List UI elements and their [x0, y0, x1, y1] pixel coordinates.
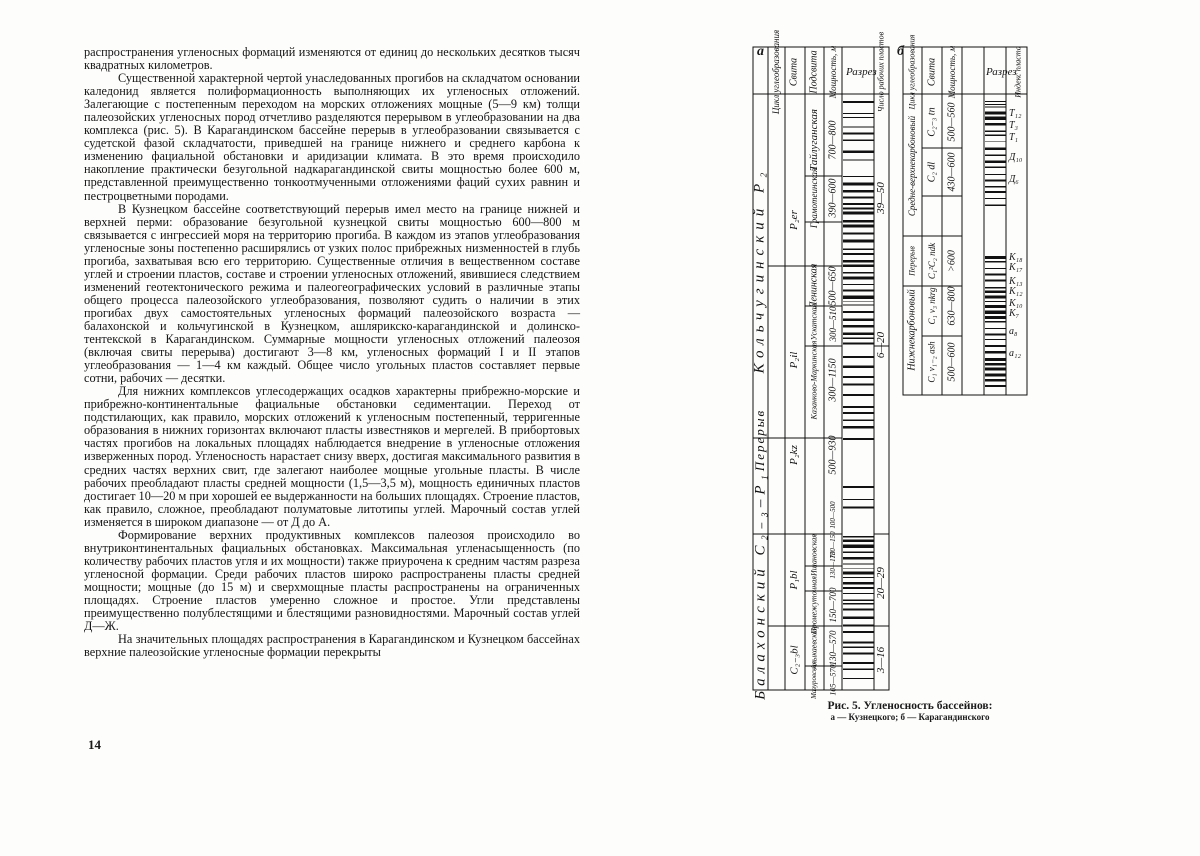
a-subsuite-uskatskaya: Ускатская: [809, 303, 819, 341]
paragraph-1: распространения угленосных формаций изменяются от единиц до нескольких десятков тысяч квадратных километров.: [84, 45, 580, 73]
coal-seam-mark: [985, 290, 1006, 293]
coal-seam-mark: [985, 339, 1006, 340]
a-subsuite-ishanovskaya: Ишановская: [809, 534, 819, 576]
coal-seam-mark: [843, 599, 874, 601]
a-cycle-balakhonka: Балахонский C₂₋₃–P₁: [752, 470, 769, 700]
coal-seam-mark: [843, 319, 874, 322]
paragraph-2: Существенной характерной чертой унаследованных прогибов на складчатом основании каледонид является полиформационность выполняющих их угленосных отложений. Залегающие с постепенным переходом на морских отложениях мощные (5—9 км) толщи палеозойских угленосных пород отчетливо разделяются перерывом в углеобразовании на два комплекса (рис. 5). В Карагандинском бассейне перерыв в углеобразовании связывается с судетской фазой складчатости, приведшей на границе нижнего и среднего карбона к изменению фациальной обстановки и аридизации климата. В это время происходило накопление практически безугольной надкарагандинской свиты мощностью более 600 м, представленной преимущественно тонкоотмученными отложениями фаций сухих равнин и пестроцветными породами.: [84, 71, 580, 203]
coal-seam-mark: [843, 609, 874, 611]
b-thickness-3: >600: [946, 250, 958, 272]
coal-seam-mark: [843, 419, 874, 421]
coal-seam-mark: [843, 625, 874, 627]
coal-seam-mark: [985, 256, 1006, 259]
a-header-series: Свита: [788, 57, 800, 87]
coal-seam-mark: [843, 139, 874, 141]
coal-seam-mark: [843, 545, 874, 548]
a-thickness-7: 100—500: [829, 501, 837, 529]
a-count-1: 39—50: [875, 182, 887, 214]
coal-seam-mark: [985, 186, 1006, 188]
coal-seam-mark: [985, 280, 1006, 282]
coal-seam-mark: [985, 161, 1006, 163]
a-subsuite-leninskaya: Ленинская: [808, 263, 820, 309]
coal-seam-mark: [985, 112, 1006, 115]
coal-seam-mark: [985, 135, 1006, 137]
coal-seam-mark: [843, 412, 874, 414]
coal-seam-mark: [843, 190, 874, 192]
coal-seam-mark: [843, 365, 874, 367]
panel-a-label: а: [757, 44, 764, 59]
paragraph-6: На значительных площадях распространения в Карагандинском и Кузнецком бассейнах верхние палеозойские угленосные формации перекрыты: [84, 632, 580, 660]
a-suite-kz: P₂kz: [788, 445, 800, 465]
paragraph-4: Для нижних комплексов углесодержащих осадков характерны прибрежно-морские и прибрежно-континентальные фациальные обстановки седиментации. Переход от подстилающих, как правило, морских отложений к угленосным постепенный, терригенные образования в нижних горизонтах включают пласты известняков и мергелей. В прибортовых частях прогибов на локальных площадях наблюдается внедрение в угленосные отложения изверженных пород. Угленосность нарастает снизу вверх, достигая максимального развития в средних частях верхних свит, где залегают наиболее мощные угольные пласты. В числе рабочих преобладают пласты средней мощности (1,5—3,5 м), мощность единичных пластов достигает 10—20 м при хорошей ее выдержанности на больших площадях. Строение пластов, как правило, сложное, преобладают полуматовые литотипы углей. Марочный состав углей изменяется в широком диапазоне — от Д до А.: [84, 384, 580, 529]
a-thickness-6: 500—930: [827, 435, 839, 475]
coal-seam-mark: [985, 104, 1006, 105]
b-header-cycle: Цикл углеобразования: [907, 34, 917, 110]
coal-seam-mark: [985, 379, 1006, 381]
coal-seam-mark: [843, 301, 874, 302]
coal-seam-mark: [985, 358, 1006, 361]
coal-seam-mark: [843, 642, 874, 644]
b-suite-dl: C₂ dl: [926, 161, 938, 183]
coal-seam-mark: [843, 499, 874, 500]
a-cycle-kolchugino: Кольчугинский P₂: [751, 166, 768, 374]
b-header-thickness: Мощность, м: [947, 45, 957, 99]
coal-seam-mark: [985, 321, 1006, 322]
panel-b-grid: [902, 46, 1030, 398]
coal-seam-mark: [843, 277, 874, 280]
coal-seam-mark: [843, 662, 874, 664]
paragraph-5: Формирование верхних продуктивных комплексов палеозоя происходило во внутриконтинентальных фациальных обстановках. Максимальная угленасыщенность (по количеству рабочих пластов угля и их мощности) также приурочена к средним частям разреза угленосной формации. Среди рабочих пластов широко распространены пласты средней мощности; мощные (до 15 м) и сверхмощные пласты распространены на ограниченных площадях. Строение пластов умеренно сложное и простое. Угли представлены преимущественно полублестящими и блестящими разновидностями. Марочный состав углей Д—Ж.: [84, 527, 580, 634]
a-count-3: 20—29: [875, 567, 887, 599]
coal-seam-mark: [843, 253, 874, 255]
coal-seam-mark: [843, 603, 874, 605]
coal-seam-mark: [843, 376, 874, 378]
seam-index-label: Д₁₀: [1009, 152, 1023, 163]
a-thickness-4: 300—510: [828, 306, 838, 342]
coal-seam-mark: [843, 220, 874, 223]
coal-seam-mark: [843, 212, 874, 215]
a-subsuite-gramoteinskaya: Грамотеинская: [809, 167, 819, 229]
coal-seam-mark: [843, 507, 874, 509]
a-thickness-1: 700—800: [827, 120, 839, 160]
b-cycle-middle-upper: Средне-верхнекарбоновый: [907, 115, 917, 217]
a-header-section: Разрез: [846, 66, 877, 78]
coal-seam-mark: [843, 239, 874, 242]
coal-seam-mark: [843, 113, 874, 114]
coal-seam-mark: [985, 147, 1006, 150]
coal-seam-mark: [843, 159, 874, 160]
coal-seam-mark: [843, 264, 874, 267]
coal-seam-mark: [843, 332, 874, 335]
figure-caption: [815, 700, 1005, 722]
coal-seam-mark: [985, 345, 1006, 347]
a-thickness-10: 150—700: [828, 587, 838, 623]
a-thickness-12: 105—570: [828, 664, 838, 696]
b-cycle-break: Перерыв: [907, 246, 917, 276]
a-thickness-2: 390—600: [827, 178, 839, 218]
coal-seam-mark: [843, 669, 874, 670]
coal-seam-mark: [985, 130, 1006, 132]
coal-seam-mark: [985, 167, 1006, 168]
b-thickness-5: 500—600: [946, 342, 958, 382]
a-suite-il: P₂il: [788, 351, 800, 369]
seam-index-label: a₈: [1009, 326, 1018, 337]
coal-seam-mark: [843, 325, 874, 328]
b-header-index: Индекс пласта: [1013, 46, 1023, 98]
a-thickness-8: 130—150: [829, 531, 837, 559]
b-suite-ash: C₁ v₁₋₂ ash: [926, 341, 937, 383]
coal-seam-mark: [843, 568, 874, 569]
coal-seam-mark: [843, 631, 874, 633]
coal-seam-mark: [843, 557, 874, 559]
coal-seam-mark: [985, 101, 1006, 102]
a-subsuite-alykaevskaya: Алыкаевская: [809, 626, 819, 670]
coal-seam-mark: [843, 296, 874, 299]
coal-seam-mark: [843, 225, 874, 228]
a-suite-er: P₂er: [788, 210, 800, 230]
coal-seam-mark: [843, 582, 874, 584]
seam-index-label: K₁₈: [1009, 252, 1023, 263]
coal-seam-mark: [985, 363, 1006, 365]
a-count-4: 3—16: [875, 646, 887, 674]
coal-seam-mark: [843, 563, 874, 564]
coal-seam-mark: [843, 311, 874, 313]
panel-a-grid: [752, 46, 892, 692]
coal-seam-mark: [843, 260, 874, 262]
coal-seam-mark: [985, 180, 1006, 182]
coal-seam-mark: [985, 141, 1006, 142]
coal-seam-mark: [985, 295, 1006, 298]
coal-seam-mark: [843, 617, 874, 619]
b-header-section: Разрез: [986, 66, 1017, 78]
b-suite-tn: C₂₋₃ tn: [926, 107, 938, 137]
a-header-subsuite: Подсвита: [808, 50, 820, 94]
a-count-2: 6—20: [875, 331, 887, 359]
coal-seam-mark: [843, 383, 874, 385]
coal-seam-mark: [985, 155, 1006, 156]
coal-seam-mark: [843, 207, 874, 209]
coal-seam-mark: [843, 289, 874, 291]
coal-seam-mark: [985, 268, 1006, 269]
b-suite-nkrg: C₁ v₃ nkrg: [927, 287, 937, 325]
coal-seam-mark: [843, 536, 874, 538]
a-thickness-11: 130—570: [828, 630, 838, 666]
coal-seam-mark: [985, 107, 1006, 108]
coal-seam-mark: [843, 304, 874, 305]
seam-index-label: T₃: [1009, 120, 1019, 131]
a-subsuite-promezhutochnaya: Промежуточная: [809, 576, 819, 634]
coal-seam-mark: [843, 248, 874, 250]
coal-seam-mark: [985, 374, 1006, 377]
coal-seam-mark: [985, 316, 1006, 319]
coal-seam-mark: [985, 334, 1006, 336]
seam-index-label: Д₆: [1009, 174, 1019, 185]
a-suite-c23bl: C₂₋₃bl: [788, 645, 801, 675]
a-header-count: Число рабочих пластов: [876, 31, 886, 113]
coal-seam-mark: [985, 191, 1006, 193]
coal-seam-mark: [843, 233, 874, 235]
coal-seam-mark: [985, 198, 1006, 199]
coal-seam-mark: [843, 337, 874, 339]
coal-seam-mark: [843, 356, 874, 358]
seam-index-label: K₁₃: [1009, 276, 1023, 287]
coal-seam-mark: [985, 117, 1006, 120]
main-text-column: [84, 46, 580, 659]
coal-seam-mark: [843, 284, 874, 285]
a-header-thickness: Мощность, м: [828, 45, 838, 99]
coal-seam-mark: [843, 438, 874, 440]
figure-caption-subtitle: а — Кузнецкого; б — Карагандинского: [830, 712, 990, 722]
a-header-cycle: Цикл углеобразования: [771, 29, 781, 115]
coal-seam-mark: [985, 204, 1006, 206]
coal-seam-mark: [985, 287, 1006, 288]
a-cycle-break: Перерыв: [752, 408, 767, 472]
a-suite-bl: P₁bl: [788, 570, 800, 590]
coal-seam-mark: [843, 342, 874, 344]
coal-seam-mark: [843, 486, 874, 488]
b-suite-ndk: C₁²C₂ ndk: [927, 242, 937, 280]
page-number: 14: [88, 737, 101, 752]
a-subsuite-kazankovo: Казанково-Маркинская: [809, 340, 819, 420]
figure-caption-title: Рис. 5. Угленосность бассейнов:: [827, 700, 993, 712]
panel-a-section-column: [843, 101, 874, 679]
a-thickness-5: 300—1150: [827, 358, 839, 402]
coal-seam-mark: [843, 127, 874, 128]
coal-seam-mark: [985, 274, 1006, 276]
coal-seam-mark: [985, 368, 1006, 371]
seam-index-label: K₇: [1009, 308, 1020, 319]
coal-seam-mark: [985, 174, 1006, 175]
coal-seam-mark: [843, 101, 874, 103]
coal-seam-mark: [985, 305, 1006, 308]
coal-seam-mark: [985, 301, 1006, 302]
coal-seam-mark: [843, 394, 874, 396]
coal-seam-mark: [985, 328, 1006, 329]
seam-index-label: K₁₂: [1009, 286, 1023, 297]
coal-seam-mark: [843, 183, 874, 186]
coal-seam-mark: [843, 678, 874, 679]
seam-index-label: T₁₂: [1009, 108, 1022, 119]
coal-seam-mark: [843, 117, 874, 118]
coal-seam-mark: [985, 351, 1006, 353]
panel-b-label: б: [897, 44, 904, 59]
a-thickness-9: 130—170: [829, 551, 837, 579]
coal-seam-mark: [843, 587, 874, 589]
coal-seam-mark: [843, 577, 874, 578]
paragraph-3: В Кузнецком бассейне соответствующий перерыв имел место на границе нижней и верхней перми: образование безугольной кузнецкой свиты мощностью 600—800 м связывается с ингрессией моря на территорию прогиба. В каждом из этапов углеобразования угленосные зоны постепенно расширялись от узких полос прибрежных низменностей в глубь прогиба, захватывая всю его территорию. Существенные отличия в вещественном составе углей и строении пластов, составе и строении угленосных отложений, явившиеся следствием изменений геотектонического режима и палеогеографических условий в различные этапы общего процесса палеозойского углеобразования, позволяют судить о наличии в этих прогибах двух самостоятельных угленосных формаций палеозойского возраста — балахонской и кольчугинской в Кузнецком, ашлярикско-карагандинской и долинско-тентекской в Карагандинском. Суммарные мощности угленосных отложений палеозоя (включая свиты перерыва) достигают 3—8 км, угленосных формаций I и II этапов углеобразования — 1—4 км каждый. Общее число угольных пластов составляет первые сотни, рабочих — десятки.: [84, 201, 580, 386]
coal-seam-mark: [843, 151, 874, 153]
a-thickness-3: 500—650: [827, 266, 839, 306]
coal-seam-mark: [843, 203, 874, 205]
seam-index-label: a₁₂: [1009, 348, 1021, 359]
b-cycle-lower: Нижнекарбоновый: [906, 289, 918, 371]
coal-seam-mark: [843, 272, 874, 274]
seam-index-label: K₁₀: [1009, 298, 1023, 309]
coal-seam-mark: [985, 311, 1006, 314]
coal-seam-mark: [843, 540, 874, 543]
coal-seam-mark: [843, 176, 874, 177]
b-header-suite: Свита: [926, 57, 938, 87]
coal-seam-mark: [985, 385, 1006, 387]
b-thickness-1: 500—560: [946, 102, 958, 142]
coal-seam-mark: [843, 426, 874, 428]
b-thickness-4: 630—800: [946, 286, 958, 326]
coal-seam-mark: [843, 196, 874, 198]
b-thickness-2: 430—600: [946, 152, 958, 192]
coal-seam-mark: [985, 123, 1006, 125]
coal-seam-mark: [843, 593, 874, 594]
coal-seam-mark: [843, 133, 874, 135]
seam-index-label: T₁: [1009, 132, 1019, 143]
coal-seam-mark: [843, 647, 874, 648]
coal-seam-mark: [985, 261, 1006, 263]
coal-seam-mark: [843, 551, 874, 553]
panel-b-section-column: [985, 101, 1006, 387]
seam-index-label: K₁₇: [1009, 262, 1023, 273]
coal-seam-mark: [843, 406, 874, 408]
coal-seam-mark: [843, 652, 874, 654]
coal-seam-mark: [843, 572, 874, 575]
a-subsuite-mazurovskaya: Мазуровская: [810, 661, 818, 699]
a-subsuite-tayluganskaya: Тайлуганская: [808, 109, 820, 171]
